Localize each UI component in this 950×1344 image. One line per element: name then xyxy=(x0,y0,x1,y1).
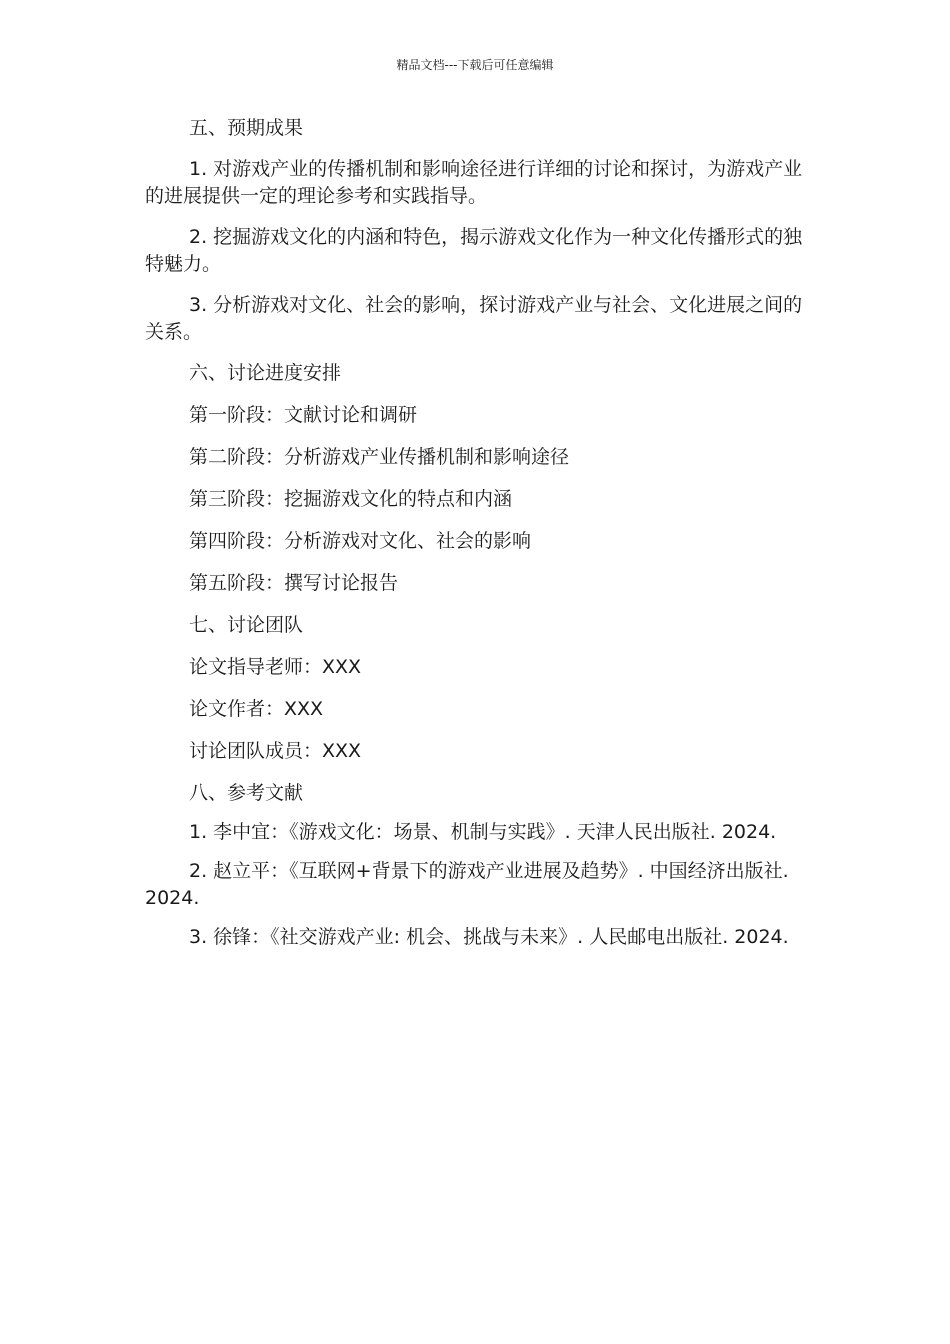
reference-item-1: 1. 李中宜：《游戏文化：场景、机制与实践》. 天津人民出版社. 2024. xyxy=(189,821,777,843)
reference-item-2: 2. 赵立平：《互联网+背景下的游戏产业进展及趋势》. 中国经济出版社. 2024. xyxy=(145,860,789,909)
schedule-stage-1: 第一阶段：文献讨论和调研 xyxy=(189,404,418,426)
schedule-stage-2: 第二阶段：分析游戏产业传播机制和影响途径 xyxy=(189,446,570,468)
reference-item-3: 3. 徐锋：《社交游戏产业: 机会、挑战与未来》. 人民邮电出版社. 2024. xyxy=(189,926,789,948)
result-item-1: 1. 对游戏产业的传播机制和影响途径进行详细的讨论和探讨，为游戏产业的进展提供一定的理论参考和实践指导。 xyxy=(145,158,803,207)
section-heading-expected-results: 五、预期成果 xyxy=(189,117,304,139)
result-item-2: 2. 挖掘游戏文化的内涵和特色，揭示游戏文化作为一种文化传播形式的独特魅力。 xyxy=(145,226,803,275)
schedule-stage-4: 第四阶段：分析游戏对文化、社会的影响 xyxy=(189,530,532,552)
page-header: 精品文档---下载后可任意编辑 xyxy=(396,58,554,72)
result-item-3: 3. 分析游戏对文化、社会的影响，探讨游戏产业与社会、文化进展之间的关系。 xyxy=(145,294,803,343)
section-heading-team: 七、讨论团队 xyxy=(189,614,304,636)
document-body xyxy=(145,115,805,951)
team-advisor: 论文指导老师：XXX xyxy=(189,656,362,678)
team-author: 论文作者：XXX xyxy=(189,698,324,720)
team-members: 讨论团队成员：XXX xyxy=(189,740,362,762)
section-heading-references: 八、参考文献 xyxy=(189,782,304,804)
schedule-stage-5: 第五阶段：撰写讨论报告 xyxy=(189,572,399,594)
section-heading-schedule: 六、讨论进度安排 xyxy=(189,362,342,384)
schedule-stage-3: 第三阶段：挖掘游戏文化的特点和内涵 xyxy=(189,488,513,510)
